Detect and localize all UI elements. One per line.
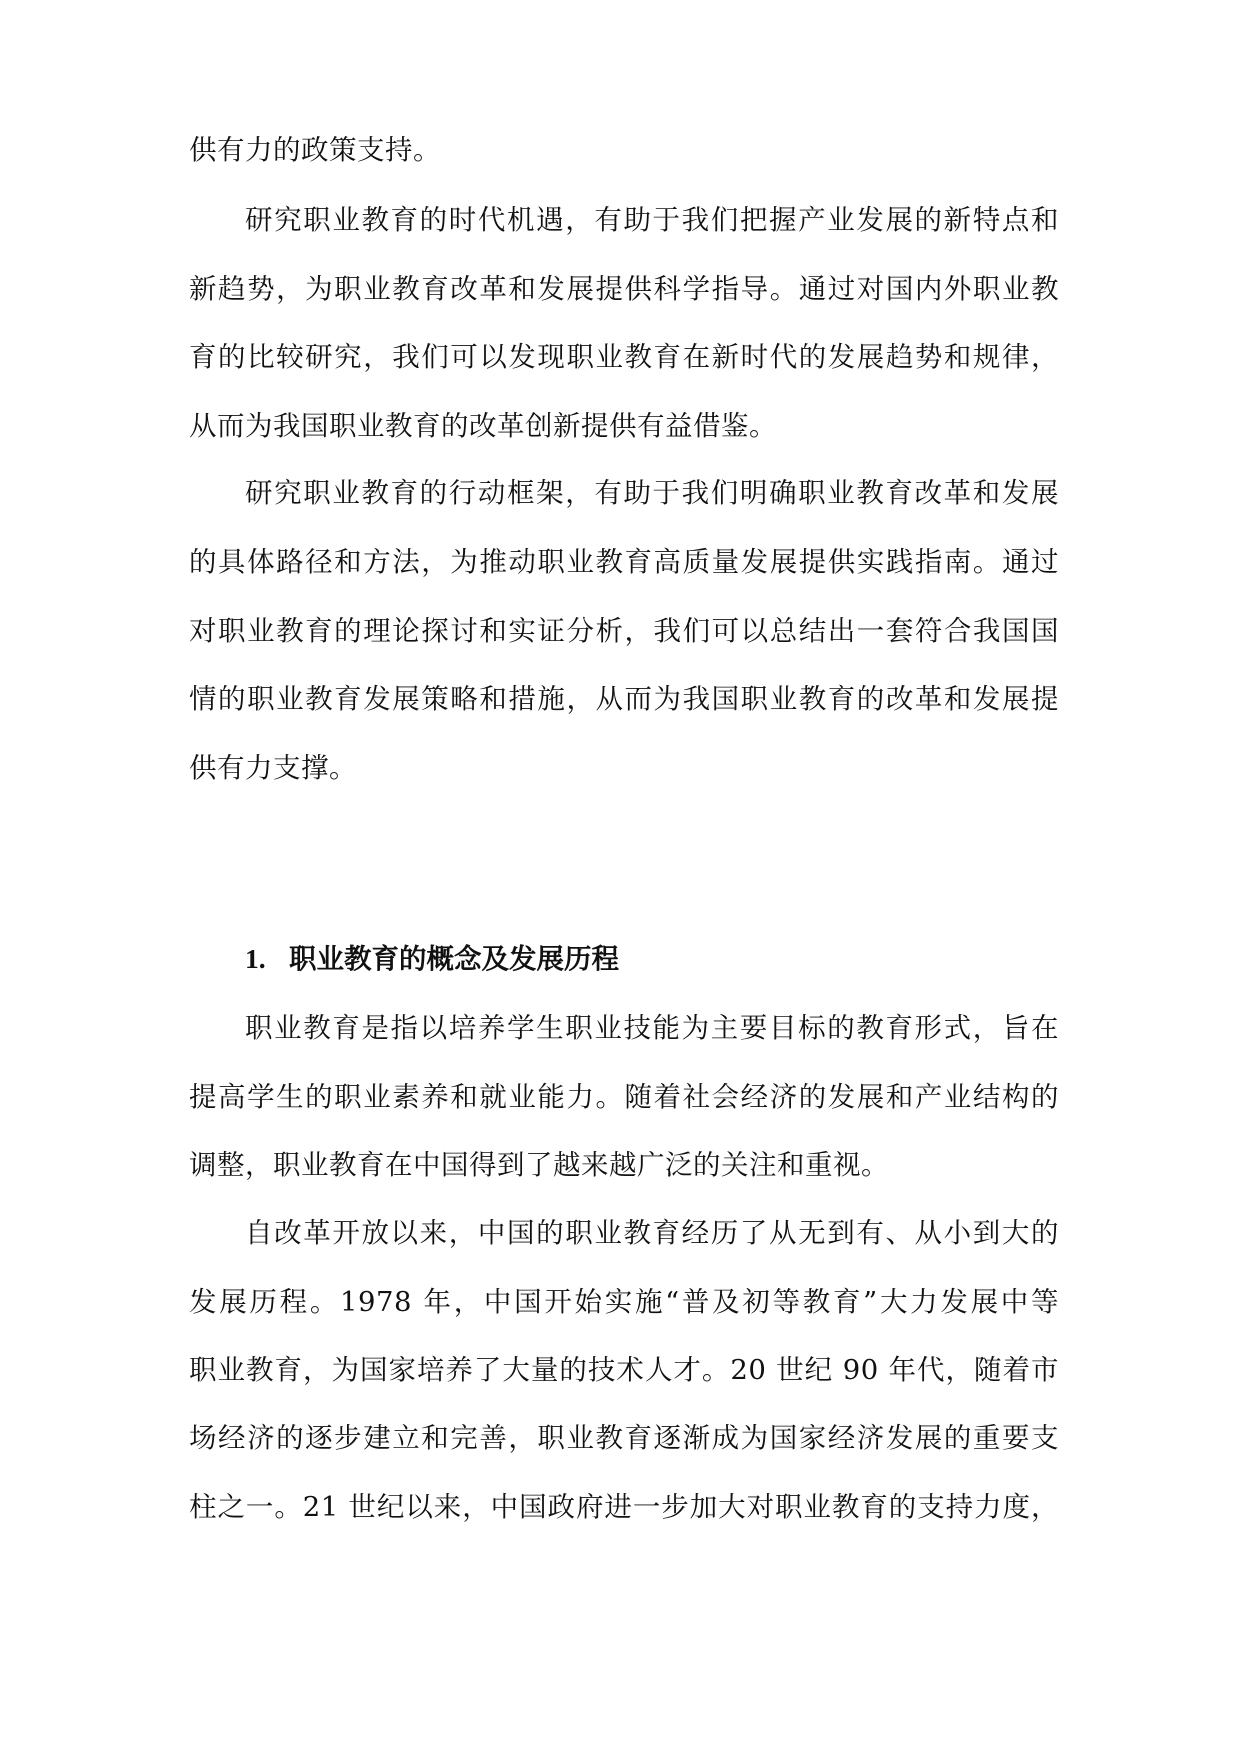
paragraph-line: 供有力的政策支持。	[189, 134, 441, 166]
paragraph-line: 柱之一。21 世纪以来，中国政府进一步加大对职业教育的支持力度，	[189, 1491, 1059, 1523]
section-number: 1.	[245, 943, 266, 974]
paragraph-line: 研究职业教育的时代机遇，有助于我们把握产业发展的新特点和	[245, 204, 1059, 236]
paragraph-line: 从而为我国职业教育的改革创新提供有益借鉴。	[189, 410, 777, 442]
paragraph-line: 调整，职业教育在中国得到了越来越广泛的关注和重视。	[189, 1149, 889, 1181]
paragraph-line: 新趋势，为职业教育改革和发展提供科学指导。通过对国内外职业教	[189, 273, 1059, 305]
paragraph-line: 对职业教育的理论探讨和实证分析，我们可以总结出一套符合我国国	[189, 615, 1059, 647]
paragraph-line: 供有力支撑。	[189, 752, 357, 784]
section-title: 职业教育的概念及发展历程	[289, 943, 619, 975]
paragraph-line: 提高学生的职业素养和就业能力。随着社会经济的发展和产业结构的	[189, 1081, 1059, 1113]
paragraph-line: 职业教育，为国家培养了大量的技术人才。20 世纪 90 年代，随着市	[189, 1354, 1059, 1386]
paragraph-line: 的具体路径和方法，为推动职业教育高质量发展提供实践指南。通过	[189, 546, 1059, 578]
section-heading	[245, 935, 619, 983]
paragraph-line: 场经济的逐步建立和完善，职业教育逐渐成为国家经济发展的重要支	[189, 1422, 1059, 1454]
paragraph-line: 发展历程。1978 年，中国开始实施“普及初等教育”大力发展中等	[189, 1286, 1059, 1318]
paragraph-line: 情的职业教育发展策略和措施，从而为我国职业教育的改革和发展提	[189, 683, 1059, 715]
paragraph-line: 职业教育是指以培养学生职业技能为主要目标的教育形式，旨在	[245, 1012, 1059, 1044]
paragraph-line: 育的比较研究，我们可以发现职业教育在新时代的发展趋势和规律，	[189, 341, 1059, 373]
paragraph-line: 自改革开放以来，中国的职业教育经历了从无到有、从小到大的	[245, 1217, 1059, 1249]
paragraph-line: 研究职业教育的行动框架，有助于我们明确职业教育改革和发展	[245, 477, 1059, 509]
